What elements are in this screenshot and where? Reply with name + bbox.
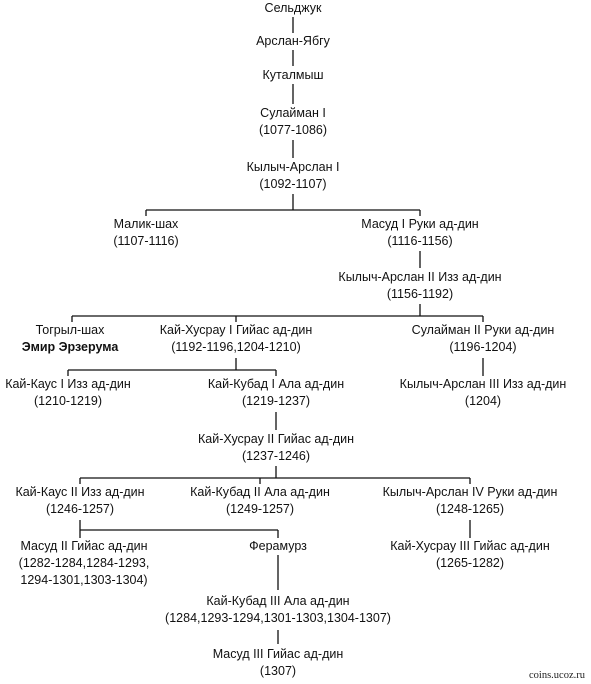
node-years: (1249-1257) [225, 502, 295, 516]
node-name: Кай-Каус II Изз ад-дин [15, 485, 145, 499]
node-name: Кай-Хусрау III Гийас ад-дин [390, 539, 550, 553]
node-name: Кай-Хусрау I Гийас ад-дин [159, 323, 313, 337]
node-kay-kubad-1 [208, 376, 344, 410]
node-kylych-arslan-1 [247, 159, 340, 193]
node-years: (1204) [464, 394, 502, 408]
node-kutalmysh [263, 67, 324, 84]
node-kay-khusrau-3 [390, 538, 549, 572]
node-arslan-yabgu [256, 33, 330, 50]
node-masud-3 [213, 646, 344, 680]
node-years: (1307) [259, 664, 297, 678]
node-years: (1192-1196,1204-1210) [171, 340, 301, 354]
node-masud-1 [361, 216, 478, 250]
node-name: Ферамурз [249, 539, 307, 553]
node-years: (1092-1107) [259, 177, 327, 191]
node-sulayman-1 [259, 105, 327, 139]
node-name: Кай-Каус I Изз ад-дин [5, 377, 131, 391]
node-name: Кылыч-Арслан III Изз ад-дин [399, 377, 567, 391]
node-name: Масуд III Гийас ад-дин [212, 647, 344, 661]
node-years: (1246-1257) [45, 502, 115, 516]
node-seljuk [265, 0, 322, 17]
node-kay-kaus-1 [5, 376, 131, 410]
node-years: 1294-1301,1303-1304) [20, 573, 148, 587]
node-name: Сулайман I [260, 106, 326, 120]
node-name: Кылыч-Арслан IV Руки ад-дин [382, 485, 558, 499]
node-togrul-shah [22, 322, 119, 356]
node-name: Кылыч-Арслан I [246, 160, 340, 174]
node-name: Сулайман II Руки ад-дин [411, 323, 555, 337]
node-years: (1210-1219) [33, 394, 103, 408]
watermark: coins.ucoz.ru [529, 670, 585, 681]
node-years: (1107-1116) [113, 234, 179, 248]
node-kylych-arslan-2 [338, 269, 501, 303]
node-kay-khusrau-2 [198, 431, 354, 465]
node-kylych-arslan-3 [400, 376, 567, 410]
node-years: (1248-1265) [435, 502, 505, 516]
node-kay-khusrau-1 [160, 322, 313, 356]
node-name: Масуд I Руки ад-дин [361, 217, 479, 231]
node-name: Кай-Кубад III Ала ад-дин [206, 594, 350, 608]
node-name: Кылыч-Арслан II Изз ад-дин [338, 270, 502, 284]
node-years: (1196-1204) [449, 340, 517, 354]
node-title: Эмир Эрзерума [21, 340, 119, 354]
node-masud-2 [19, 538, 150, 589]
node-years: (1077-1086) [258, 123, 328, 137]
node-years: (1237-1246) [241, 449, 311, 463]
node-name: Масуд II Гийас ад-дин [20, 539, 148, 553]
node-name: Кай-Хусрау II Гийас ад-дин [198, 432, 354, 446]
node-kay-kubad-3 [165, 593, 391, 627]
node-kay-kubad-2 [190, 484, 330, 518]
node-name: Куталмыш [262, 68, 324, 82]
node-name: Кай-Кубад I Ала ад-дин [207, 377, 345, 391]
node-sulayman-2 [412, 322, 555, 356]
node-years: (1219-1237) [241, 394, 311, 408]
node-years: (1156-1192) [386, 287, 454, 301]
node-years: (1282-1284,1284-1293, [18, 556, 150, 570]
node-name: Сельджук [264, 1, 322, 15]
node-years: (1284,1293-1294,1301-1303,1304-1307) [165, 611, 391, 625]
node-feramurz [249, 538, 307, 555]
node-years: (1116-1156) [387, 234, 453, 248]
node-kay-kaus-2 [15, 484, 144, 518]
node-name: Кай-Кубад II Ала ад-дин [190, 485, 330, 499]
node-years: (1265-1282) [435, 556, 505, 570]
node-name: Тогрыл-шах [35, 323, 105, 337]
node-kylych-arslan-4 [383, 484, 558, 518]
node-name: Арслан-Ябгу [256, 34, 330, 48]
node-name: Малик-шах [113, 217, 179, 231]
node-malik-shah [113, 216, 178, 250]
